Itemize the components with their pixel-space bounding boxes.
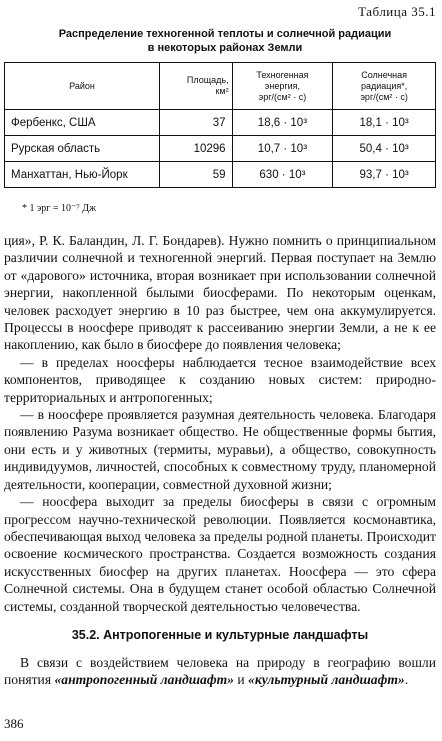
table-title-line-2: в некоторых районах Земли xyxy=(147,42,303,54)
table-row xyxy=(5,110,436,136)
header-region: Район xyxy=(5,63,160,110)
cell-tech: 630 · 10³ xyxy=(232,162,333,188)
page-number: 386 xyxy=(4,716,24,731)
term-anthropogenic: «антропогенный ландшафт» xyxy=(54,672,234,688)
section-text xyxy=(4,654,436,689)
header-tech-line-1: Техногенная xyxy=(256,69,309,80)
paragraph xyxy=(4,654,436,689)
paragraph: ция», Р. К. Баландин, Л. Г. Бондарев). Нужно помнить о принципиальном различии солнечной и техногенной энергий. Первая поступает на Землю от «дарового» источника, вторая возникает при использовании солнечной энергии, накопленной былыми биосферами. По некоторым оценкам, человек расходует энергию в 10 раз быстрее, чем она аккумулируется. Процессы в ноосфере приводят к рассеиванию энергии Земли, а не к ее накоплению, как было в биосфере до появления человека; xyxy=(4,233,436,353)
header-solar xyxy=(333,63,436,110)
cell-area: 59 xyxy=(160,162,233,188)
cell-area: 10296 xyxy=(160,136,233,162)
body-text xyxy=(4,232,436,615)
header-tech-line-2: энергия, xyxy=(264,80,301,91)
header-solar-line-1: Солнечная xyxy=(361,69,408,80)
cell-region: Манхаттан, Нью-Йорк xyxy=(5,162,160,188)
header-area xyxy=(160,63,233,110)
header-solar-line-2: радиация*, xyxy=(360,80,408,91)
header-solar-line-3: эрг/(см² · с) xyxy=(360,91,408,102)
header-tech xyxy=(232,63,333,110)
conjunction: и xyxy=(233,672,249,688)
table-row xyxy=(5,136,436,162)
cell-solar: 93,7 · 10³ xyxy=(333,162,436,188)
term-cultural: «культурный ландшафт» xyxy=(248,672,405,688)
table-title-line-1: Распределение техногенной теплоты и солнечной радиации xyxy=(58,28,392,40)
paragraph: — ноосфера выходит за пределы биосферы в связи с огромным прогрессом научно-технической революции. Появляется космонавтика, обеспечивающая выход человека за пределы родной планеты. Происходит освоение космического пространства. Создается возможность создания искусственных биосфер на других планетах. Ноосфера — это сфера Солнечной системы. Она в будущем станет особой областью Солнечной системы, созданной творческой деятельностью человечества. xyxy=(4,494,436,614)
table-row xyxy=(5,162,436,188)
paragraph: — в пределах ноосферы наблюдается тесное взаимодействие всех компонентов, приводящее к созданию новых систем: природно-территориальных и антропогенных; xyxy=(4,354,436,405)
cell-region: Рурская область xyxy=(5,136,160,162)
sentence-end: . xyxy=(404,672,409,688)
header-tech-line-3: эрг/(см² · с) xyxy=(258,91,307,102)
cell-region: Фербенкс, США xyxy=(5,110,160,136)
data-table xyxy=(4,62,436,188)
table-label: Таблица 35.1 xyxy=(358,4,436,19)
lead-text: В связи с воздействием человека на природу в географию вошли понятия xyxy=(4,655,436,688)
table-footnote: * 1 эрг = 10⁻⁷ Дж xyxy=(22,203,97,214)
table-header-row xyxy=(5,63,436,110)
header-area-line-1: Площадь, xyxy=(186,75,229,85)
cell-tech: 10,7 · 10³ xyxy=(232,136,333,162)
section-heading: 35.2. Антропогенные и культурные ландшафты xyxy=(71,628,369,642)
cell-area: 37 xyxy=(160,110,233,136)
cell-solar: 50,4 · 10³ xyxy=(333,136,436,162)
paragraph: — в ноосфере проявляется разумная деятельность человека. Благодаря появлению Разума возникает общество. Не общественные формы бытия, они есть и у животных (термиты, муравьи), а общество, совокупность индивидуумов, личностей, способных к совместному труду, планомерной деятельности, кооперации, совместной духовной жизни; xyxy=(4,407,436,492)
cell-tech: 18,6 · 10³ xyxy=(232,110,333,136)
cell-solar: 18,1 · 10³ xyxy=(333,110,436,136)
header-area-line-2: км² xyxy=(215,86,229,96)
table-title xyxy=(30,27,420,55)
